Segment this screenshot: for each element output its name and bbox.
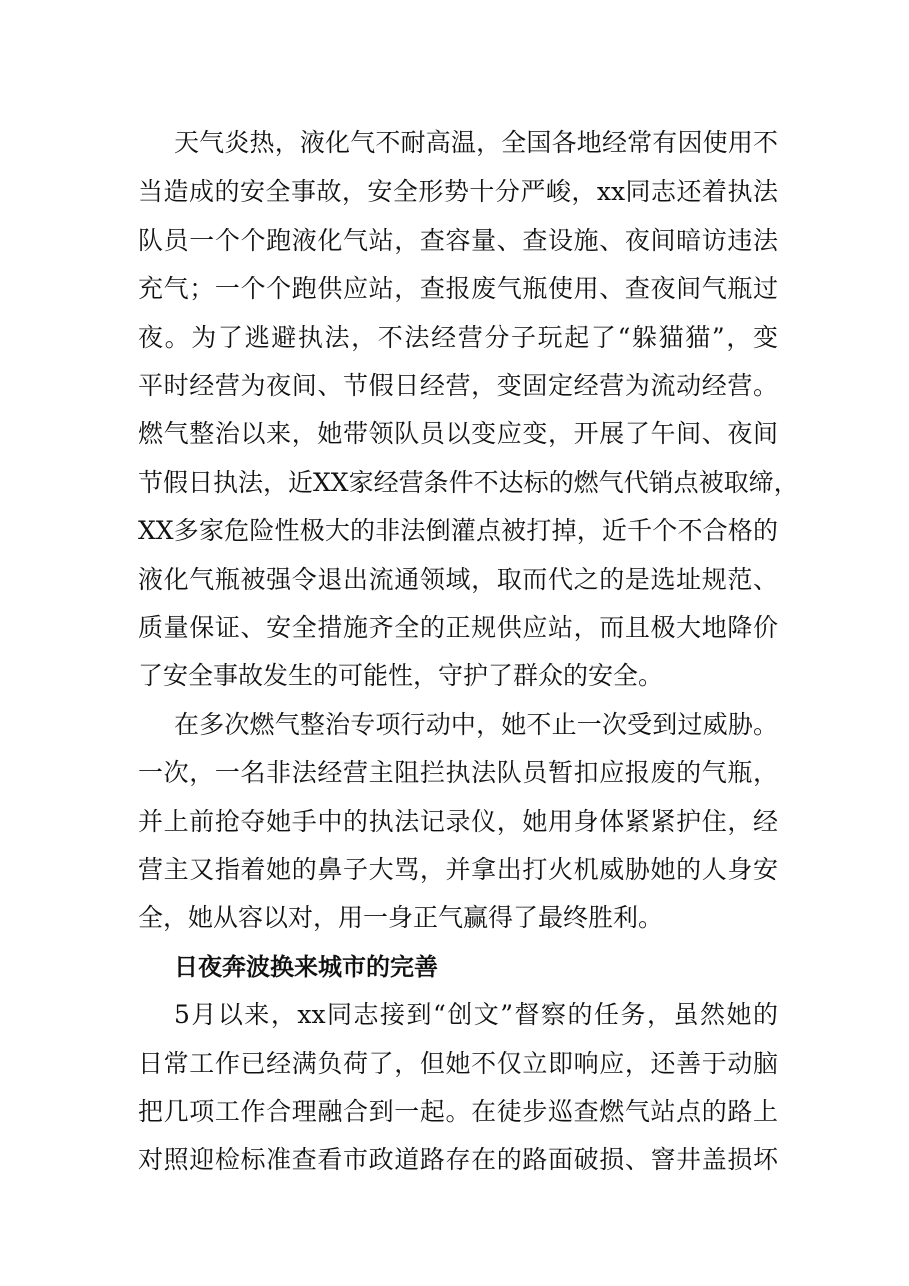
paragraph-1-line-10: 液化气瓶被强令退出流通领域，取而代之的是选址规范、 — [138, 565, 778, 594]
paragraph-1-line-4: 充气；一个个跑供应站，查报废气瓶使用、查夜间气瓶过 — [138, 274, 778, 303]
paragraph-2-line-5: 全，她从容以对，用一身正气赢得了最终胜利。 — [138, 903, 664, 932]
paragraph-1-line-12: 了安全事故发生的可能性，守护了群众的安全。 — [138, 661, 664, 690]
paragraph-3-line-4: 对照迎检标准查看市政道路存在的路面破损、窨井盖损坏 — [138, 1145, 778, 1174]
paragraph-2-line-3: 并上前抢夺她手中的执法记录仪，她用身体紧紧护住，经 — [138, 807, 778, 836]
paragraph-1-line-1: 天气炎热，液化气不耐高温，全国各地经常有因使用不 — [174, 128, 778, 157]
paragraph-3-line-2: 日常工作已经满负荷了，但她不仅立即响应，还善于动脑 — [138, 1049, 778, 1078]
paragraph-1-line-6: 平时经营为夜间、节假日经营，变固定经营为流动经营。 — [138, 371, 778, 400]
paragraph-1-line-9: XX多家危险性极大的非法倒灌点被打掉，近千个不合格的 — [138, 516, 778, 545]
section-heading: 日夜奔波换来城市的完善 — [174, 953, 438, 981]
paragraph-1-line-11: 质量保证、安全措施齐全的正规供应站，而且极大地降价 — [138, 613, 778, 642]
paragraph-2-line-1: 在多次燃气整治专项行动中，她不止一次受到过威胁。 — [174, 710, 778, 739]
paragraph-1-line-8: 节假日执法，近XX家经营条件不达标的燃气代销点被取缔， — [138, 468, 799, 497]
paragraph-2-line-2: 一次，一名非法经营主阻拦执法队员暂扣应报废的气瓶， — [138, 758, 778, 787]
paragraph-1-line-5: 夜。为了逃避执法，不法经营分子玩起了“躲猫猫”，变 — [138, 323, 778, 352]
paragraph-3-line-3: 把几项工作合理融合到一起。在徒步巡查燃气站点的路上 — [138, 1097, 778, 1126]
paragraph-2-line-4: 营主又指着她的鼻子大骂，并拿出打火机威胁她的人身安 — [138, 855, 778, 884]
paragraph-1-line-3: 队员一个个跑液化气站，查容量、查设施、夜间暗访违法 — [138, 226, 778, 255]
paragraph-1-line-7: 燃气整治以来，她带领队员以变应变，开展了午间、夜间 — [138, 419, 778, 448]
paragraph-3-line-1: 5月以来，xx同志接到“创文”督察的任务，虽然她的 — [174, 1000, 778, 1029]
paragraph-1-line-2: 当造成的安全事故，安全形势十分严峻，xx同志还着执法 — [138, 177, 778, 206]
